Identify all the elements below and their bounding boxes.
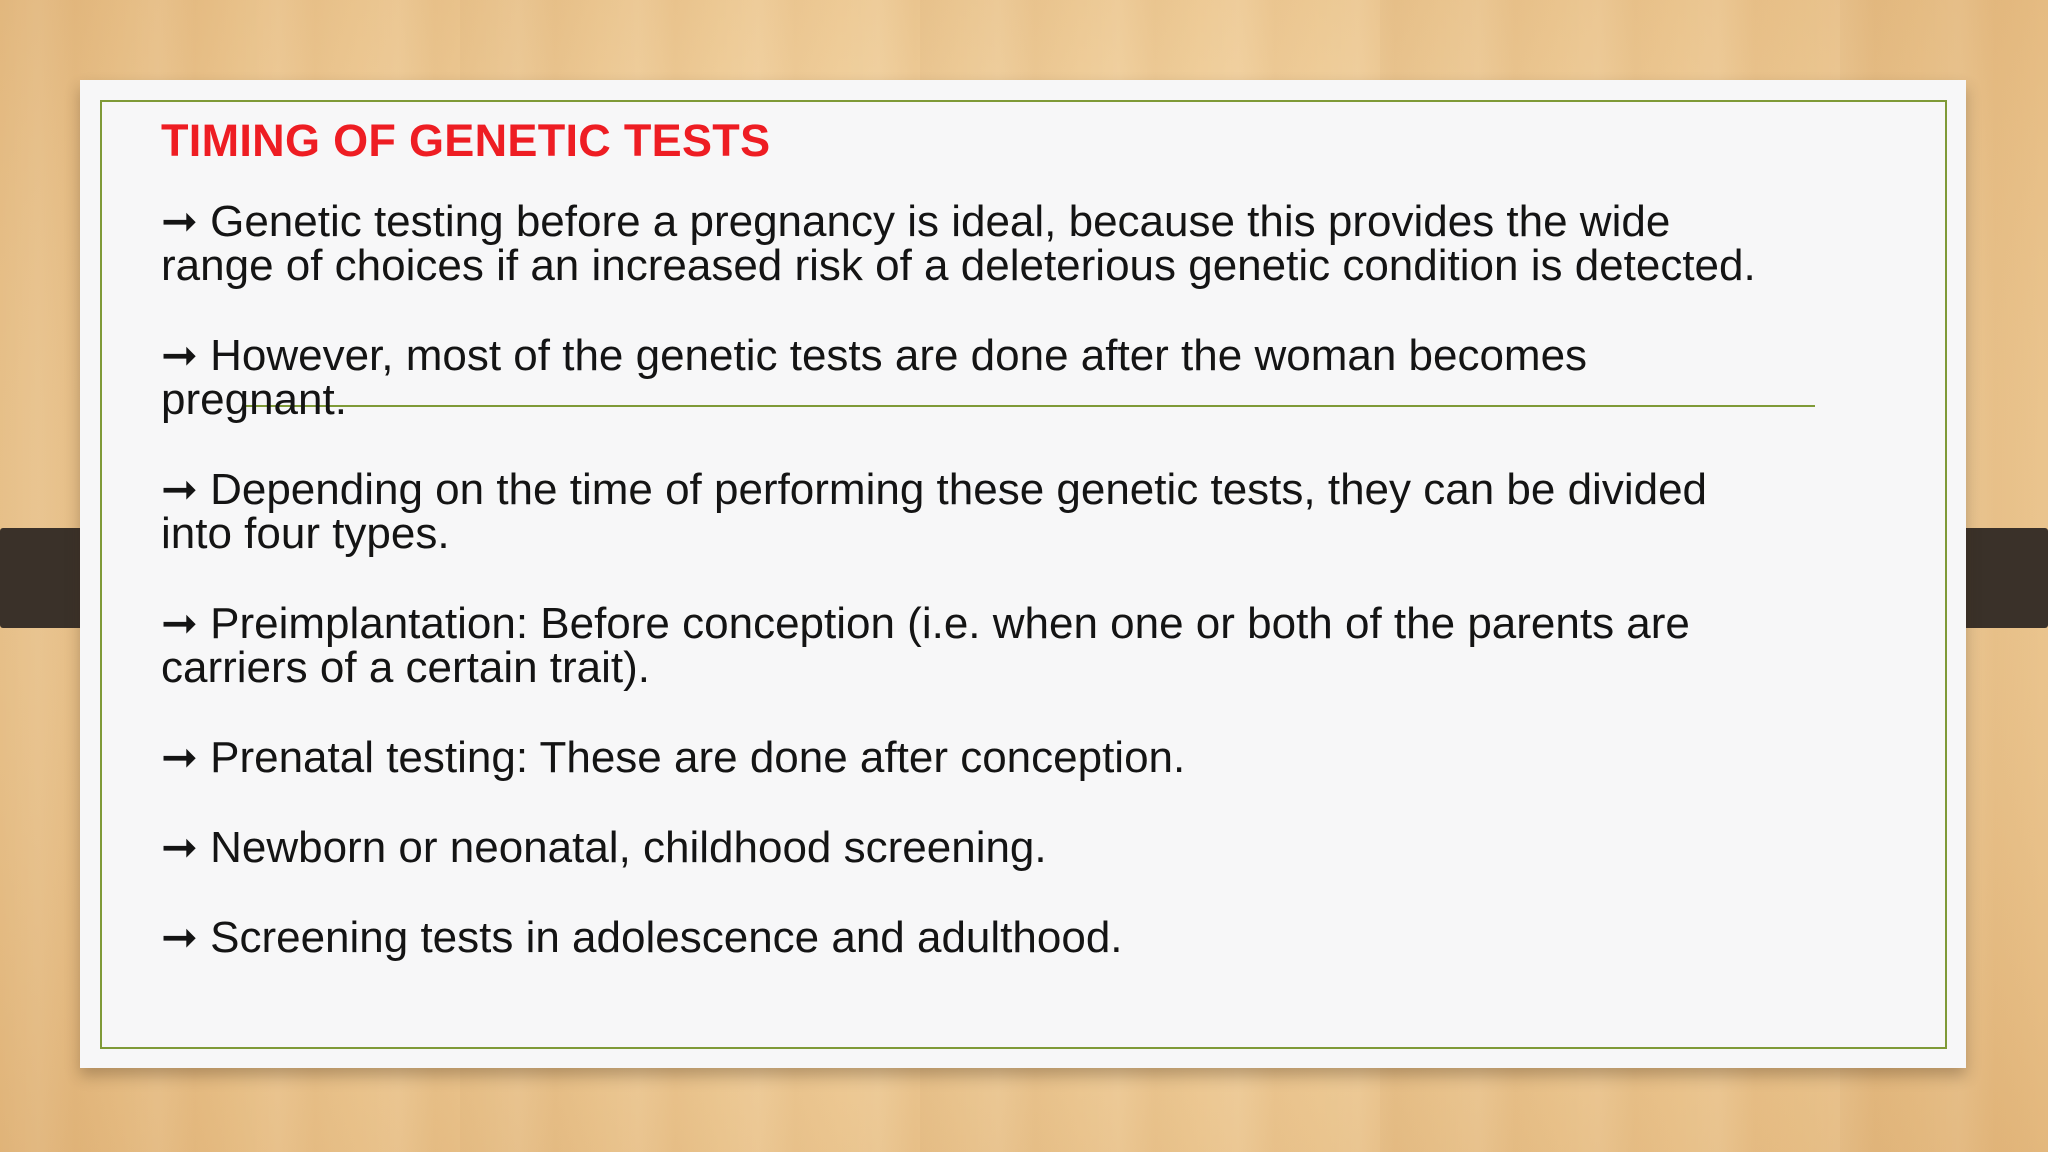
bullet-paragraph: ➞ Newborn or neonatal, childhood screening. [161, 823, 1047, 872]
bullet-paragraph: ➞ Screening tests in adolescence and adulthood. [161, 913, 1123, 962]
bullet-paragraph: ➞ Depending on the time of performing these genetic tests, they can be divided into four types. [161, 465, 1708, 558]
bullet-paragraph: ➞ Genetic testing before a pregnancy is ideal, because this provides the wide range of choices if an increased risk of a deleterious genetic condition is detected. [161, 197, 1756, 290]
slide-content [161, 113, 1901, 1006]
bullet-paragraph: ➞ Preimplantation: Before conception (i.e. when one or both of the parents are carriers of a certain trait). [161, 599, 1690, 692]
slide-title: TIMING OF GENETIC TESTS [161, 115, 771, 166]
bullet-paragraph: ➞ Prenatal testing: These are done after conception. [161, 733, 1186, 782]
bullet-paragraph: ➞ However, most of the genetic tests are done after the woman becomes pregnant. [161, 331, 1588, 424]
